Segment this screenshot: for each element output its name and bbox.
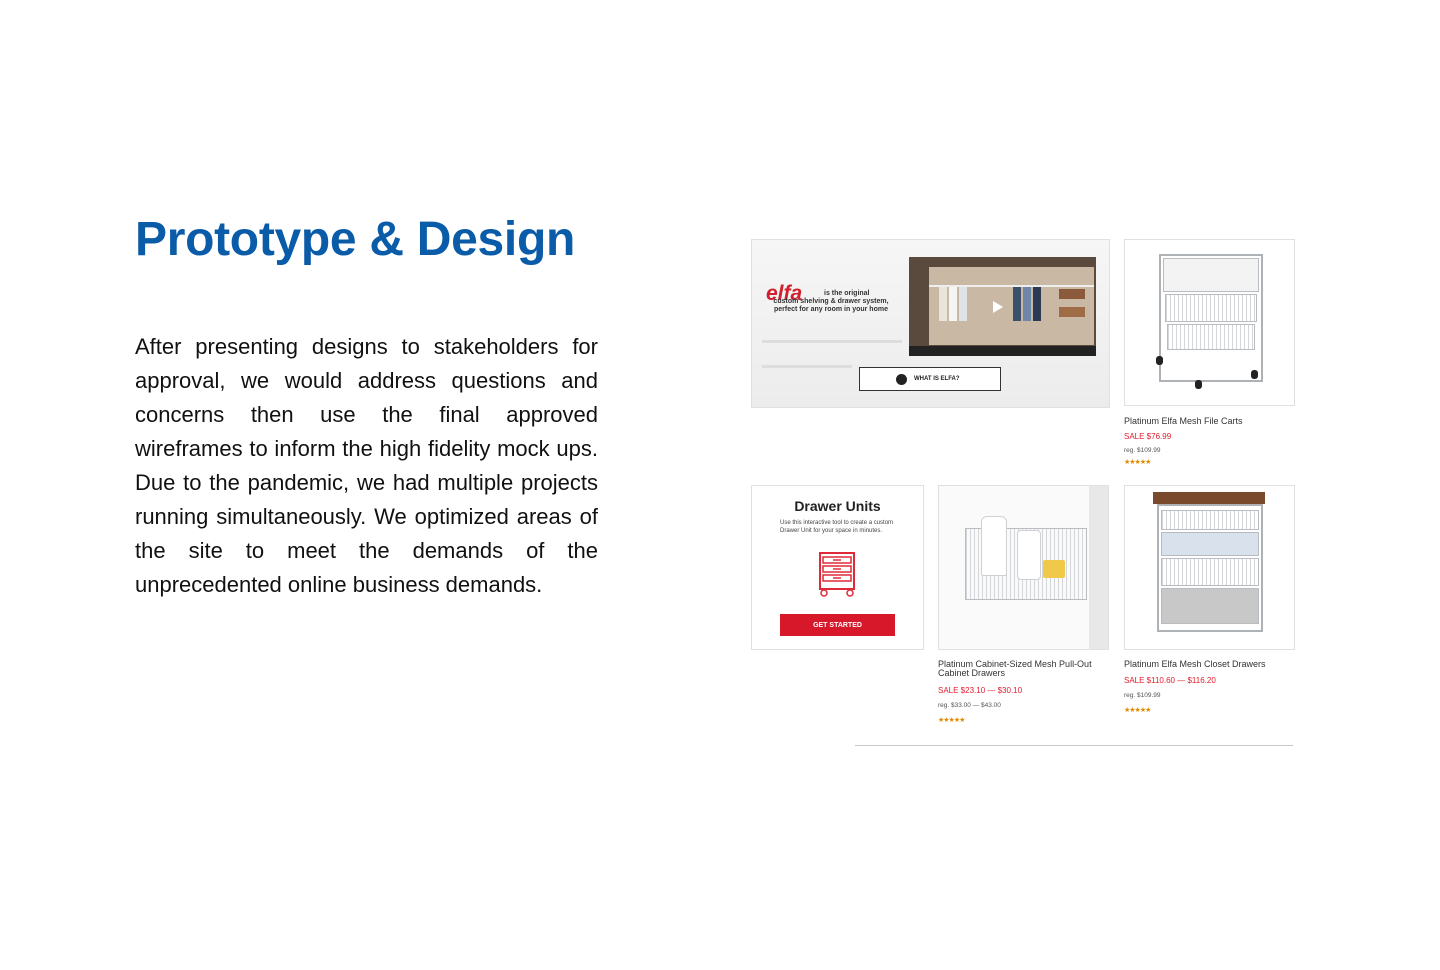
product-sale-price: SALE $76.99 <box>1124 432 1172 441</box>
product-image-closet-drawers[interactable] <box>1124 485 1295 650</box>
clothing <box>1033 287 1041 321</box>
mesh-drawer <box>1161 510 1259 530</box>
wheel-icon <box>1156 356 1163 365</box>
product-reg-price: reg. $109.99 <box>1124 447 1161 454</box>
description-paragraph: After presenting designs to stakeholders for approval, we would address questions and concerns then use the final approved wireframes to inform the high fidelity mock ups. Due to the pandemic, we had multiple projects running simultaneously. We optimized areas of the site to meet the demands of the unprecedented online business demands. <box>135 334 598 597</box>
wheel-icon <box>1195 380 1202 389</box>
rating-stars-icon: ★★★★★ <box>1124 707 1151 714</box>
elfa-logo: elfa <box>766 282 803 305</box>
cart-top-bin <box>1163 258 1259 292</box>
product-reg-price: reg. $109.99 <box>1124 692 1161 699</box>
product-name[interactable]: Platinum Elfa Mesh File Carts <box>1124 416 1243 426</box>
mesh-drawer <box>1161 558 1259 586</box>
product-image-file-cart[interactable] <box>1124 239 1295 406</box>
clothing <box>949 287 957 321</box>
clothing <box>959 287 967 321</box>
clothing <box>1023 287 1031 321</box>
design-mockup <box>751 239 1294 749</box>
product-sale-price: SALE $110.60 — $116.20 <box>1124 676 1216 685</box>
cabinet-door <box>1089 486 1108 649</box>
mesh-drawer <box>1161 588 1259 624</box>
drawer-units-description: Use this interactive tool to create a custom Drawer Unit for your space in minutes. <box>780 520 894 534</box>
sponge <box>1043 560 1065 578</box>
drawer-unit-icon <box>816 551 858 597</box>
product-name[interactable]: Platinum Elfa Mesh Closet Drawers <box>1124 659 1266 669</box>
clothing <box>939 287 947 321</box>
play-circle-icon <box>896 374 907 385</box>
detergent-bottle <box>981 516 1007 576</box>
video-player[interactable] <box>909 257 1096 356</box>
drawer-units-promo <box>751 485 924 650</box>
clothing <box>1013 287 1021 321</box>
hero-tagline: custom shelving & drawer system, perfect for any room in your home <box>773 298 889 313</box>
divider <box>855 745 1293 746</box>
page-title: Prototype & Design <box>135 213 575 266</box>
shoe-rack <box>1059 289 1085 299</box>
wheel-icon <box>1251 370 1258 379</box>
shoe-rack <box>1059 307 1085 317</box>
hero-tagline-first: is the original <box>824 290 870 297</box>
product-image-cabinet-drawer[interactable] <box>938 485 1109 650</box>
cart-basket <box>1167 324 1255 350</box>
what-is-elfa-label: WHAT IS ELFA? <box>914 376 960 382</box>
spray-bottle <box>1017 530 1041 580</box>
cart-basket <box>1165 294 1257 322</box>
get-started-button[interactable]: GET STARTED <box>780 614 895 636</box>
product-reg-price: reg. $33.00 — $43.00 <box>938 702 1001 709</box>
product-sale-price: SALE $23.10 — $30.10 <box>938 686 1023 695</box>
mesh-drawer <box>1161 532 1259 556</box>
what-is-elfa-button[interactable] <box>859 367 1001 391</box>
rating-stars-icon: ★★★★★ <box>1124 459 1151 466</box>
hero-banner <box>751 239 1110 408</box>
wood-top <box>1153 492 1265 504</box>
rating-stars-icon: ★★★★★ <box>938 717 965 724</box>
shelf-line <box>762 365 852 368</box>
play-icon[interactable] <box>993 301 1003 313</box>
shelf-line <box>762 340 902 343</box>
drawer-units-title: Drawer Units <box>794 498 881 514</box>
video-controls[interactable] <box>909 346 1096 356</box>
product-name[interactable]: Platinum Cabinet-Sized Mesh Pull-Out Cabinet Drawers <box>938 659 1092 678</box>
